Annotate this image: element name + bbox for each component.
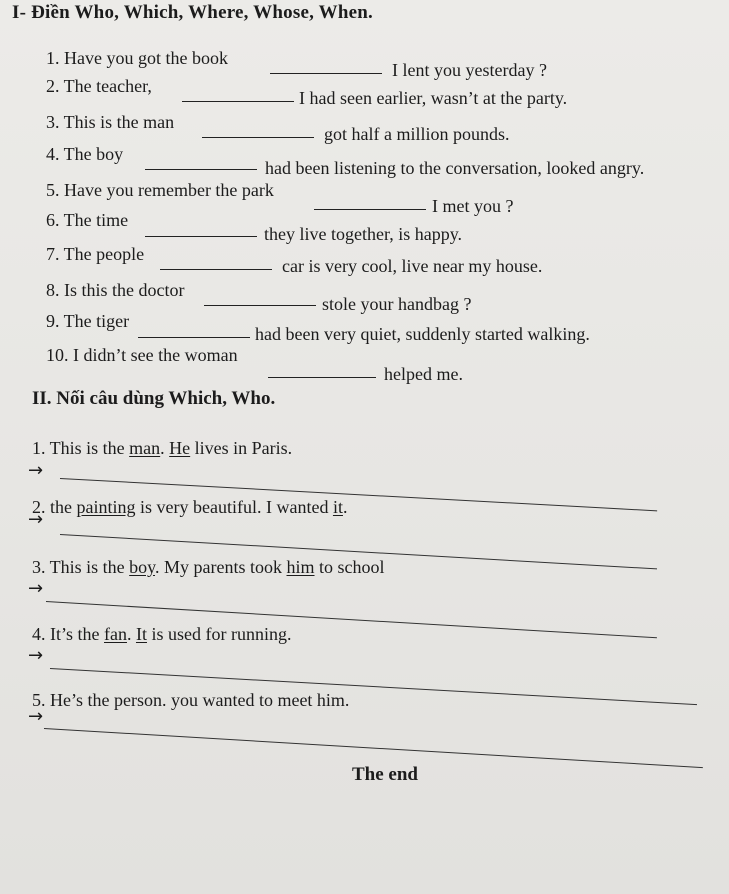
- answer-arrow-4: →: [28, 645, 44, 666]
- item-3-after: got half a million pounds.: [324, 124, 510, 144]
- combine-item-2-text-a: 2. the: [32, 497, 77, 517]
- item-4-after: had been listening to the conversation, looked angry.: [265, 158, 645, 178]
- answer-arrow-1: →: [28, 460, 44, 481]
- item-6-before: 6. The time: [46, 210, 129, 230]
- combine-item-1-underlined-b: He: [169, 438, 191, 458]
- combine-item-3-text-c: to school: [314, 557, 385, 577]
- item-10-after: helped me.: [384, 364, 463, 384]
- item-9-blank[interactable]: [138, 337, 250, 338]
- combine-item-4-underlined-a: fan: [104, 624, 127, 644]
- item-8-after: stole your handbag ?: [322, 294, 472, 314]
- combine-item-5-text: 5. He’s the person. you wanted to meet him.: [32, 690, 350, 710]
- combine-item-3-underlined-a: boy: [129, 557, 156, 577]
- combine-item-3-text-b: . My parents took: [155, 557, 287, 577]
- combine-item-1-underlined-a: man: [129, 438, 161, 458]
- item-5-before: 5. Have you remember the park: [46, 180, 274, 200]
- section1-title: I- Điền Who, Which, Where, Whose, When.: [12, 2, 373, 23]
- item-7-before: 7. The people: [46, 244, 145, 264]
- item-10-blank[interactable]: [268, 377, 376, 378]
- item-10-before: 10. I didn’t see the woman: [46, 345, 238, 365]
- end-label: The end: [352, 764, 418, 785]
- combine-item-2-underlined-a: painting: [76, 497, 136, 517]
- item-7-after: car is very cool, live near my house.: [282, 256, 543, 276]
- item-9-before: 9. The tiger: [46, 311, 130, 331]
- item-9-after: had been very quiet, suddenly started walking.: [255, 324, 590, 344]
- item-8-blank[interactable]: [204, 305, 316, 306]
- item-4-before: 4. The boy: [46, 144, 124, 164]
- combine-item-1: [32, 438, 292, 459]
- item-1-after: I lent you yesterday ?: [392, 60, 547, 80]
- combine-item-2-text-c: .: [342, 497, 348, 517]
- combine-item-1-text-c: lives in Paris.: [190, 438, 293, 458]
- item-2-before: 2. The teacher,: [46, 76, 152, 96]
- section2-title: II. Nối câu dùng Which, Who.: [32, 388, 276, 409]
- item-6-after: they live together, is happy.: [264, 224, 463, 244]
- item-1-before: 1. Have you got the book: [46, 48, 228, 68]
- combine-item-4-underlined-b: It: [135, 624, 147, 644]
- combine-item-1-text-a: 1. This is the: [32, 438, 130, 458]
- combine-item-2-underlined-b: it: [332, 497, 343, 517]
- combine-item-2-text-b: is very beautiful. I wanted: [135, 497, 333, 517]
- item-1-blank[interactable]: [270, 73, 382, 74]
- item-7-blank[interactable]: [160, 269, 272, 270]
- combine-item-3-text-a: 3. This is the: [32, 557, 130, 577]
- combine-item-2: [32, 497, 347, 518]
- answer-line-5[interactable]: [44, 728, 703, 768]
- combine-item-3-underlined-b: him: [286, 557, 315, 577]
- combine-item-1-text-b: .: [160, 438, 170, 458]
- item-5-after: I met you ?: [432, 196, 514, 216]
- combine-item-4: [32, 624, 291, 645]
- answer-arrow-2: →: [28, 509, 44, 530]
- answer-arrow-5: →: [28, 706, 44, 727]
- combine-item-4-text-c: is used for running.: [146, 624, 292, 644]
- combine-item-3: [32, 557, 385, 578]
- combine-item-5: [32, 690, 349, 711]
- item-5-blank[interactable]: [314, 209, 426, 210]
- item-4-blank[interactable]: [145, 169, 257, 170]
- item-2-after: I had seen earlier, wasn’t at the party.: [299, 88, 568, 108]
- item-3-before: 3. This is the man: [46, 112, 175, 132]
- item-6-blank[interactable]: [145, 236, 257, 237]
- item-8-before: 8. Is this the doctor: [46, 280, 185, 300]
- combine-item-4-text-b: .: [126, 624, 136, 644]
- item-2-blank[interactable]: [182, 101, 294, 102]
- answer-arrow-3: →: [28, 578, 44, 599]
- combine-item-4-text-a: 4. It’s the: [32, 624, 104, 644]
- item-3-blank[interactable]: [202, 137, 314, 138]
